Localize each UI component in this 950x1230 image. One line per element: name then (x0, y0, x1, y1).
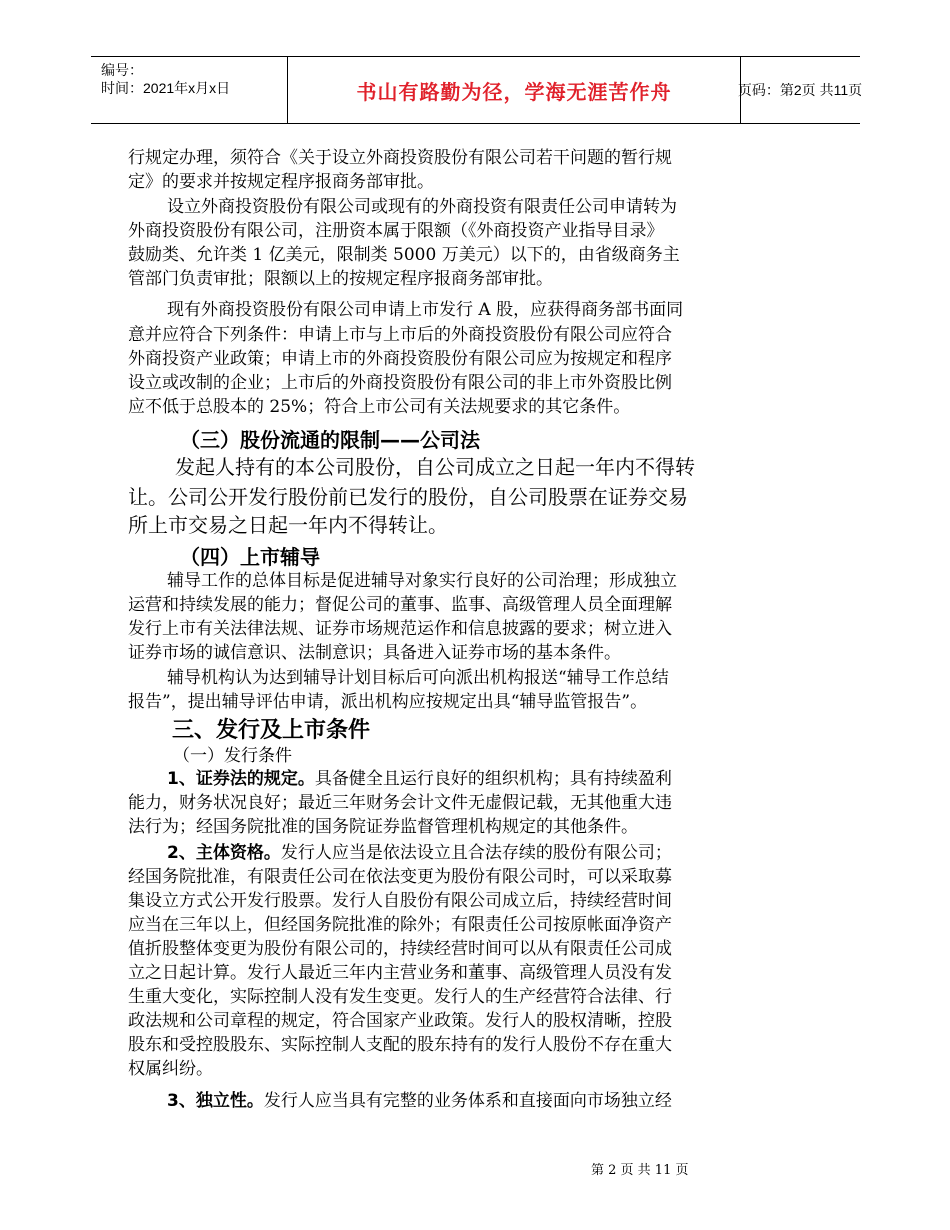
body-line: 值折股整体变更为股份有限公司的，持续经营时间可以从有限责任公司成 (128, 939, 672, 959)
body-line: 政法规和公司章程的规定，符合国家产业政策。发行人的股权清晰，控股 (128, 1011, 672, 1031)
body-line: 外商投资产业政策；申请上市的外商投资股份有限公司应为按规定和程序 (128, 349, 672, 369)
header-motto: 书山有路勤为径，学海无涯苦作舟 (356, 79, 672, 104)
time-label: 时间：2021年x月x日 (101, 80, 231, 96)
body-line: 应当在三年以上，但经国务院批准的除外；有限责任公司按原帐面净资产 (128, 915, 672, 935)
body-line: 生重大变化，实际控制人没有发生变更。发行人的生产经营符合法律、行 (128, 987, 672, 1007)
body-line: 权属纠纷。 (128, 1059, 213, 1079)
header-motto-cell (287, 57, 741, 123)
body-line: 股东和受控股股东、实际控制人支配的股东持有的发行人股份不存在重大 (128, 1035, 672, 1055)
body-line: 立之日起计算。发行人最近三年内主营业务和董事、高级管理人员没有发 (128, 963, 672, 983)
subsection-heading: （一）发行条件 (173, 746, 292, 766)
item-text: 发行人应当具有完整的业务体系和直接面向市场独立经 (263, 1091, 672, 1111)
item-title: 2、主体资格。 (167, 843, 281, 863)
body-line: 辅导工作的总体目标是促进辅导对象实行良好的公司治理；形成独立 (167, 571, 677, 591)
body-line: 报告”，提出辅导评估申请，派出机构应按规定出具“辅导监管报告”。 (128, 692, 648, 712)
body-line: 能力，财务状况良好；最近三年财务会计文件无虚假记载，无其他重大违 (128, 793, 672, 813)
body-line: 所上市交易之日起一年内不得转让。 (128, 513, 448, 537)
page-footer: 第 2 页 共 11 页 (591, 1163, 689, 1178)
body-line: 发行上市有关法律法规、证券市场规范运作和信息披露的要求；树立进入 (128, 619, 672, 639)
item-line (167, 767, 672, 791)
item-title: 1、证券法的规定。 (167, 769, 315, 789)
body-line: 行规定办理，须符合《关于设立外商投资股份有限公司若干问题的暂行规 (128, 148, 672, 168)
item-line (167, 1089, 672, 1113)
body-line: 运营和持续发展的能力；督促公司的董事、监事、高级管理人员全面理解 (128, 595, 672, 615)
body-line: 让。公司公开发行股份前已发行的股份，自公司股票在证券交易 (128, 485, 688, 509)
section-heading: （四）上市辅导 (180, 545, 320, 569)
item-title: 3、独立性。 (167, 1091, 264, 1111)
body-line: 证券市场的诚信意识、法制意识；具备进入证券市场的基本条件。 (128, 643, 621, 663)
body-line: 发起人持有的本公司股份，自公司成立之日起一年内不得转 (175, 455, 695, 479)
body-line: 应不低于总股本的 25%；符合上市公司有关法规要求的其它条件。 (128, 397, 631, 417)
body-line: 辅导机构认为达到辅导计划目标后可向派出机构报送“辅导工作总结 (167, 668, 669, 688)
body-line: 设立或改制的企业；上市后的外商投资股份有限公司的非上市外资股比例 (128, 373, 672, 393)
body-line: 法行为；经国务院批准的国务院证券监督管理机构规定的其他条件。 (128, 817, 638, 837)
body-line: 集设立方式公开发行股票。发行人自股份有限公司成立后，持续经营时间 (128, 891, 672, 911)
body-line: 外商投资股份有限公司，注册资本属于限额（《外商投资产业指导目录》 (128, 221, 664, 241)
body-line: 经国务院批准，有限责任公司在依法变更为股份有限公司时，可以采取募 (128, 867, 672, 887)
item-text: 发行人应当是依法设立且合法存续的股份有限公司； (280, 843, 672, 863)
page-header (91, 56, 863, 124)
body-line: 设立外商投资股份有限公司或现有的外商投资有限责任公司申请转为 (167, 197, 677, 217)
body-line: 管部门负责审批；限额以上的按规定程序报商务部审批。 (128, 269, 553, 289)
body-line: 鼓励类、允许类 1 亿美元，限制类 5000 万美元）以下的，由省级商务主 (128, 245, 680, 265)
body-line: 定》的要求并按规定程序报商务部审批。 (128, 172, 434, 192)
chapter-heading: 三、发行及上市条件 (172, 718, 371, 743)
body-line: 意并应符合下列条件：申请上市与上市后的外商投资股份有限公司应符合 (128, 325, 672, 345)
section-heading: （三）股份流通的限制——公司法 (180, 428, 480, 452)
item-text: 具备健全且运行良好的组织机构；具有持续盈利 (314, 769, 672, 789)
header-meta (91, 57, 287, 123)
item-line (167, 841, 672, 865)
body-line: 现有外商投资股份有限公司申请上市发行 A 股，应获得商务部书面同 (167, 300, 684, 320)
header-page-label: 页码：第2页 共11页 (737, 82, 863, 98)
number-label: 编号： (101, 62, 143, 78)
